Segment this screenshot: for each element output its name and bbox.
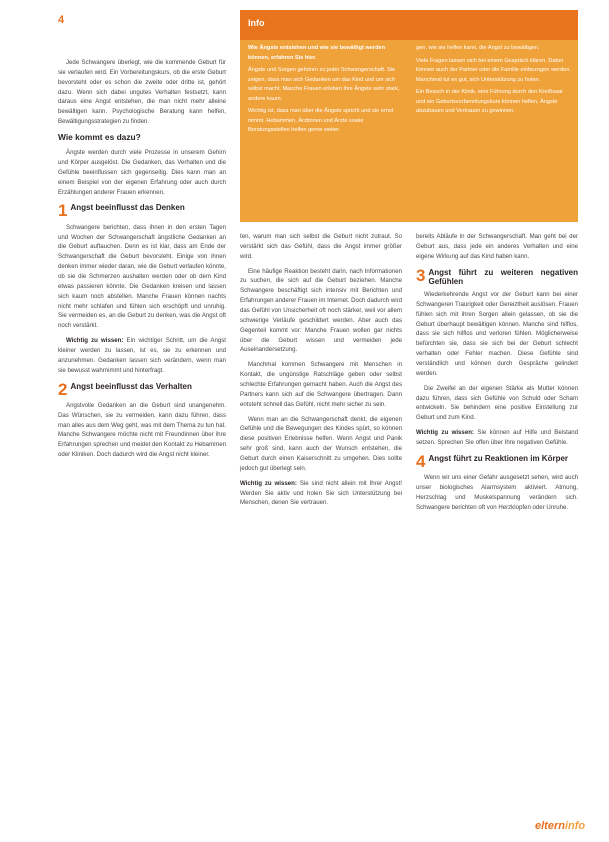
paragraph: Schwangere berichten, dass ihnen in den ersten Tagen und Wochen der Schwangerschaft ängstliche Gedanken an die Geburt auftauchen. Denn es ist klar, dass am Ende der Schwangerschaft die Geburt bevorsteht. Einige von ihnen denken immer wieder daran, wie die Geburt verlaufen könnte, ob sie die Schmerzen aushalten werden oder ob dem Kind etwas passieren könnte. Die Gedanken kreisen und lassen sich kaum noch abstellen. Manche Frauen können nachts nicht mehr schlafen und fühlen sich erschöpft und unruhig. Sie vermeiden es, an die Geburt zu denken, was die Angst oft noch verstärkt. [58, 223, 226, 330]
publisher-logo [535, 820, 585, 832]
section-title: Angst beeinflusst das Verhalten [70, 381, 192, 391]
info-label: Info [248, 18, 265, 28]
info-header-bar [240, 10, 578, 40]
tip-box [240, 479, 402, 509]
paragraph: Wenn wir uns einer Gefahr ausgesetzt sehen, wird auch unser biologisches Alarmsystem aktiviert. Atmung, Herzschlag und Muskelspannung verändern sich. Schwangere berichten oft von Herzklopfen oder Unruhe. [416, 474, 578, 511]
section-heading-3 [416, 265, 578, 286]
logo-part-2: info [564, 820, 586, 832]
text-column-3 [416, 232, 578, 518]
section-number: 4 [416, 451, 426, 471]
paragraph: Ängste werden durch viele Prozesse in unserem Gehirn und Körper ausgelöst. Die Gedanken, das Verhalten und die Gefühle beeinflussen sich gegenseitig. Dies kann man an einem Beispiel von der eigenen Erfahrung oder auch durch Erzählungen anderer Frauen erkennen. [58, 149, 226, 196]
tip-label: Wichtig zu wissen: [66, 337, 124, 345]
tip-label: Wichtig zu wissen: [240, 479, 297, 487]
section-heading-4 [416, 451, 578, 471]
paragraph: Wenn man an die Schwangerschaft denkt, die eigenen Gefühle und die Bewegungen des Kindes spürt, so können diese positiven Erlebnisse helfen. Wenn Angst und Panik sehr groß sind, kann auch der Wunsch entstehen, die Geburt durch einen Kaiserschnitt zu umgehen. Dies sollte jedoch gut überlegt sein. [240, 415, 402, 472]
tip-label: Wichtig zu wissen: [416, 429, 474, 437]
info-paragraph: Viele Fragen lassen sich bei einem Gespräch klären. Dabei können auch der Partner oder die Familie einbezogen werden. Manchmal tut es gut, sich Unterstützung zu holen. [416, 57, 571, 83]
tip-text: Sie können auf Hilfe und Beistand setzen. Sprechen Sie offen über Ihre negativen Gefühle. [416, 429, 578, 446]
section-title: Angst führt zu weiteren negativen Gefühlen [428, 267, 578, 286]
info-paragraph: Ein Besuch in der Klinik, eine Führung durch den Kreißsaal und ein Geburtsvorbereitungskurs können helfen, Ängste abzubauen und Vertrauen zu gewinnen. [416, 89, 563, 114]
paragraph: bereits Abläufe in der Schwangerschaft. Man geht bei der Geburt aus, dass jede ein anderes Verhalten und eine eigene Wirkung auf das Kind haben kann. [416, 233, 578, 260]
paragraph: Angstvolle Gedanken an die Geburt sind unangenehm. Das Wünschen, sie zu vermeiden, kann dazu führen, dass man alles aus dem Weg geht, was mit dem Thema zu tun hat. Manche Schwangere möchte nicht mit Freundinnen über ihre Erfahrungen sprechen und meidet den Kontakt zu Hebammen oder Kliniken. Doch dadurch wird die Angst nicht kleiner. [58, 401, 226, 459]
info-column-left [248, 44, 404, 139]
section-title: Angst beeinflusst das Denken [70, 203, 185, 213]
paragraph: Die Zweifel an der eigenen Stärke als Mutter können dazu führen, dass sich Gefühle von Schuld oder Scham entwickeln. Sie behindern eine positive Einstellung zur Geburt und zum Kind. [416, 384, 578, 422]
heading-how-it-happens: Wie kommt es dazu? [58, 132, 141, 143]
tip-text: Ein wichtiger Schritt, um die Angst kleiner werden zu lassen, ist es, sie zu erkennen und anzunehmen. Gedanken lassen sich verändern, wenn man sie bewusst wahrnimmt und hinterfragt. [58, 337, 226, 374]
page-number: 4 [58, 14, 65, 26]
logo-part-1: eltern [535, 820, 565, 832]
info-column-right [416, 44, 572, 120]
section-number: 3 [416, 265, 426, 285]
paragraph: Wiederkehrende Angst vor der Geburt kann bei einer Schwangeren Traurigkeit oder Gereiztheit auslösen. Frauen fühlen sich mit ihren Sorgen allein gelassen, ob sie die Geburt überhaupt bewältigen können. Manche sind hilflos, dass sie sich hilflos und verloren fühlen. Möglicherweise befürchten sie, dass sie sich bei der Geburt schlecht verhalten oder Fehler machen. Diese Gefühle sind verständlich und können durch Gespräche gelindert werden. [416, 290, 578, 377]
section-heading-2 [58, 379, 226, 399]
info-paragraph: Wichtig ist, dass man über die Ängste spricht und sie ernst nimmt. Hebammen, Ärztinnen und Ärzte sowie Beratungsstellen helfen gerne weiter. [248, 108, 394, 133]
tip-box [416, 428, 578, 448]
section-number: 1 [58, 201, 68, 221]
text-column-1 [58, 58, 226, 465]
section-title: Angst führt zu Reaktionen im Körper [428, 453, 569, 463]
paragraph: ten, warum man sich selbst die Geburt nicht zutraut. So verstärkt sich das Gefühl, dass die Angst immer größer wird. [240, 233, 402, 260]
paragraph: Manchmal kommen Schwangere mit Menschen in Kontakt, die ungünstige Ratschläge geben oder selbst schlechte Erfahrungen gemacht haben. Auch die Angst des Partners kann sich auf die Schwangere übertragen. Dann entsteht schnell das Gefühl, nicht mehr sicher zu sein. [240, 361, 402, 408]
section-number: 2 [58, 379, 68, 399]
section-heading-1 [58, 201, 226, 221]
paragraph: Eine häufige Reaktion besteht darin, nach Informationen zu suchen, die sich auf die Geburt beziehen. Manche Schwangere beschäftigt sich intensiv mit Berichten und Erfahrungen anderer Frauen im Internet. Doch dadurch wird das Gefühl von Unsicherheit oft noch stärker, weil vor allem schwierige Verläufe geschildert werden. Aber auch das Gegenteil kommt vor: Manche Frauen wollen gar nichts über die Geburt wissen und vermeiden jede Auseinandersetzung. [240, 267, 402, 354]
intro-paragraph: Jede Schwangere überlegt, wie die kommende Geburt für sie verlaufen wird. Ein Vorbereitungskurs, ob die erste Geburt bevorsteht oder es schon die zweite oder dritte ist, gehört dazu. Wenn sich dabei ungutes Verhalten festsetzt, kann daraus eine Angst entstehen, die man nicht mehr alleine bewältigen kann. Psychologische Beratung kann helfen, Bewältigungsstrategien zu finden. [58, 59, 226, 126]
tip-text: Sie sind nicht allein mit Ihrer Angst! Werden Sie aktiv und holen Sie sich Unterstützung bei Menschen, denen Sie vertrauen. [240, 479, 402, 507]
text-column-2 [240, 232, 402, 513]
info-paragraph: Ängste und Sorgen gehören zu jeder Schwangerschaft. Sie zeigen, dass man sich Gedanken um das Kind und um sich selbst macht. Manche Frauen erleben ihre Ängste sehr stark, andere kaum. [248, 67, 400, 102]
tip-box [58, 336, 226, 375]
info-paragraph: Wie Ängste entstehen und wie sie bewältigt werden können, erfahren Sie hier. [248, 45, 386, 61]
info-paragraph: gen, wie sie helfen kann, die Angst zu bewältigen. [416, 45, 540, 51]
